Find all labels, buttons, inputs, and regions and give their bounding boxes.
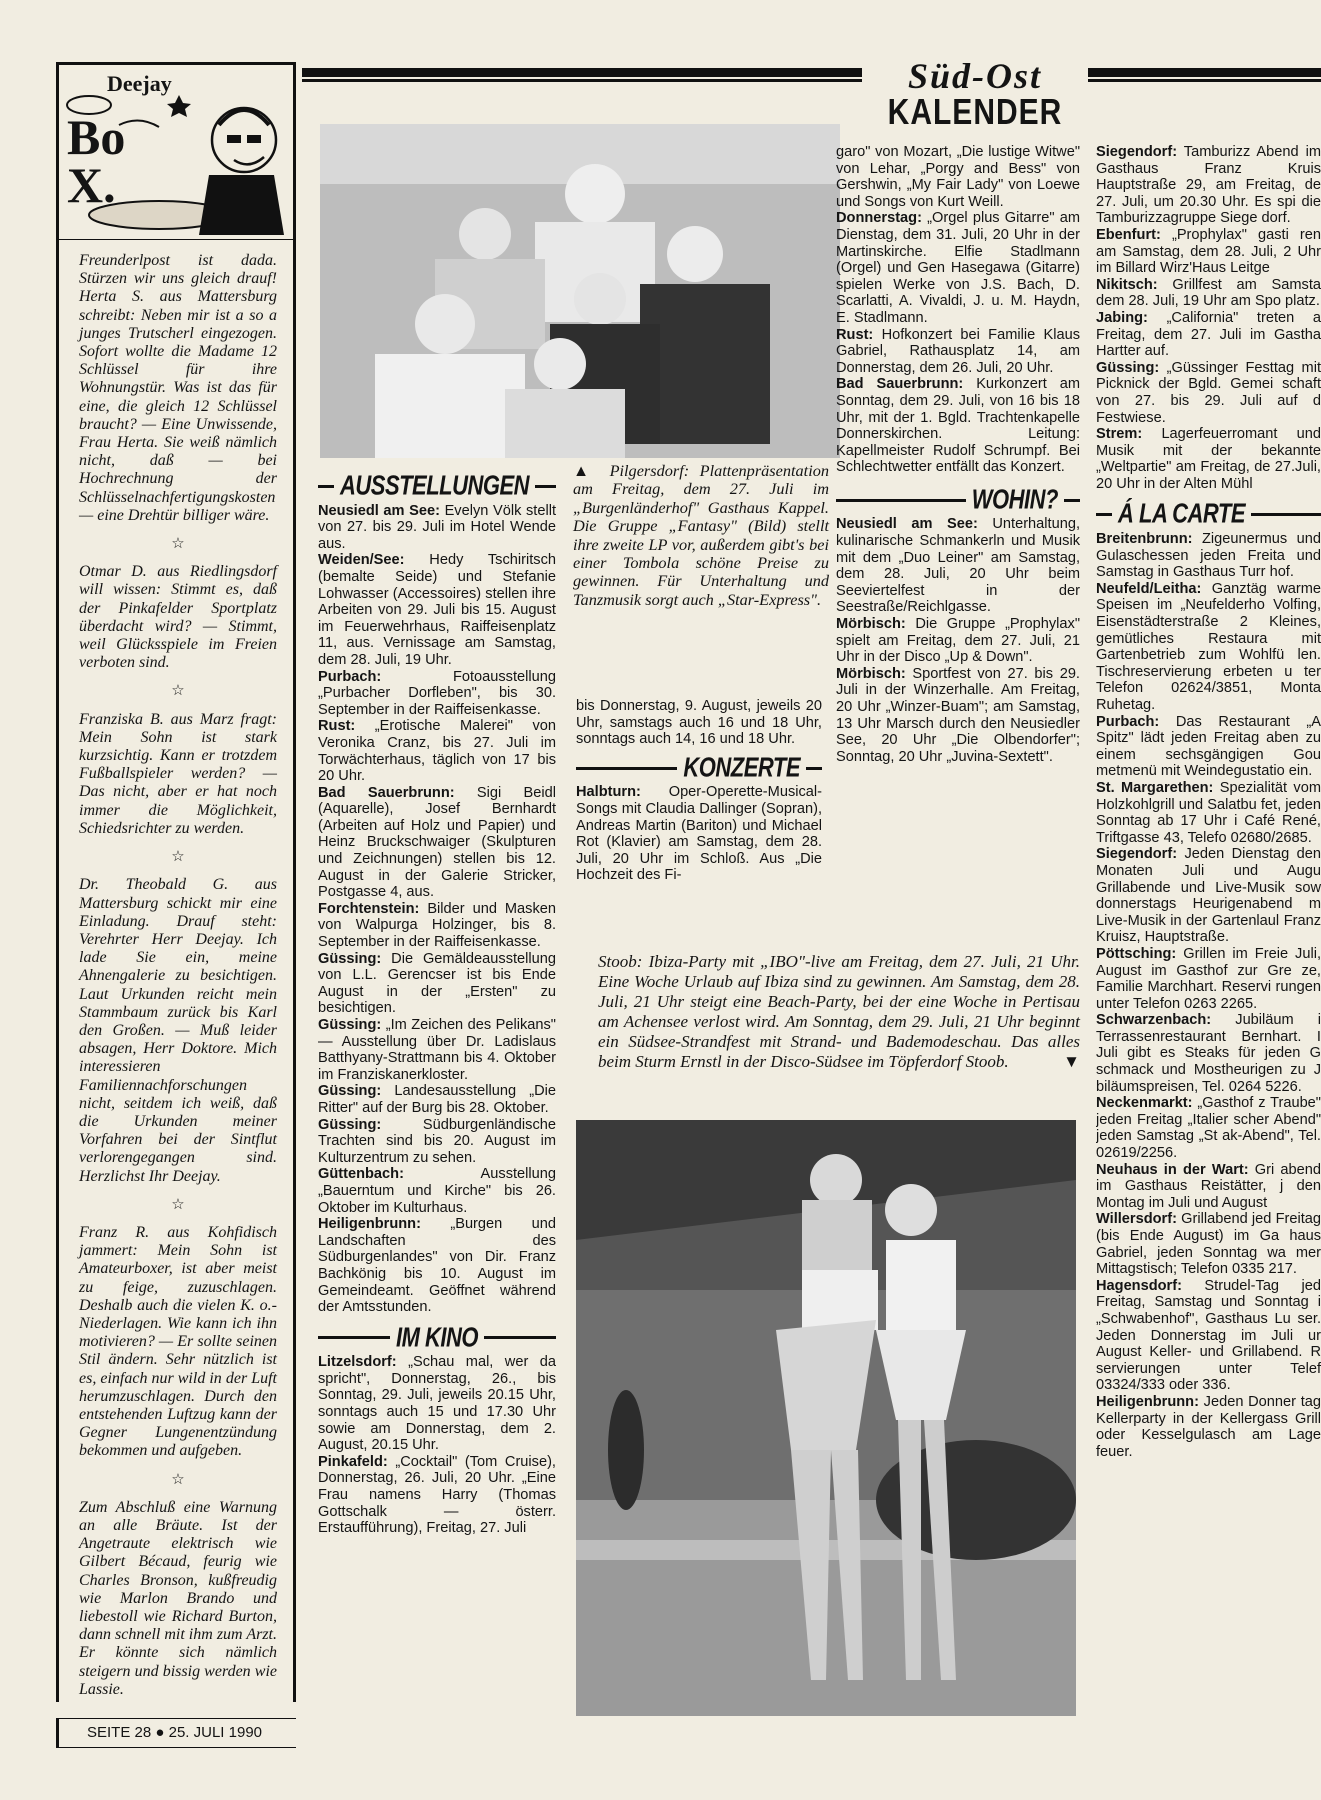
continuation-text: bis Donnerstag, 9. August, jeweils 20 Uhr, samstags auch 16 und 18 Uhr, sonntags auch 14, 16 und 18 Uhr. bbox=[576, 698, 822, 748]
list-item bbox=[318, 951, 556, 1017]
top-rule-left bbox=[302, 68, 862, 82]
star-separator-icon: ☆ bbox=[171, 849, 185, 866]
list-item bbox=[1096, 1211, 1321, 1277]
item-place: Rust: bbox=[318, 718, 356, 735]
masthead-line1: Süd-Ost bbox=[907, 56, 1043, 96]
list-item bbox=[1096, 1095, 1321, 1161]
item-place: Donnerstag: bbox=[836, 210, 922, 227]
deejay-box bbox=[56, 62, 296, 1702]
item-text: Die Gemäldeausstellung von L.L. Gerencser ist bis Ende August in der „Ersten" zu besichtigen. bbox=[318, 950, 556, 1017]
masthead bbox=[862, 56, 1088, 142]
masthead-line2: KALENDER bbox=[887, 92, 1063, 133]
list-item bbox=[576, 784, 822, 884]
item-text: Evelyn Völk stellt von 27. bis 29. Juli im Hotel Wende aus. bbox=[318, 502, 556, 552]
list-item bbox=[1096, 1162, 1321, 1212]
item-place: Neckenmarkt: bbox=[1096, 1095, 1193, 1112]
list-item bbox=[318, 718, 556, 784]
item-place: Siegendorf: bbox=[1096, 144, 1178, 160]
down-arrow-icon: ▼ bbox=[1063, 1052, 1080, 1071]
item-place: Purbach: bbox=[318, 668, 382, 685]
item-text: Fotoausstellung „Purbacher Dorfleben", bis 30. September in der Raiffeisenkasse. bbox=[318, 668, 556, 718]
list-item bbox=[318, 785, 556, 901]
star-separator-icon: ☆ bbox=[171, 536, 185, 553]
list-item bbox=[318, 1216, 556, 1316]
column-right bbox=[1096, 144, 1321, 1460]
deejay-logo bbox=[59, 65, 293, 240]
item-text: Die Gruppe „Prophylax" spielt am Freitag, dem 27. Juli, 21 Uhr in der Disco „Up & Down". bbox=[836, 616, 1080, 666]
item-text: Kurkonzert am Sonntag, dem 29. Juli, von 16 bis 18 Uhr, mit der 1. Bgld. Trachtenkapelle Donnerskirchen. Leitung: Kapellmeister Rudolf Schrumpf. Bei Schlechtwetter entfällt das Konzert. bbox=[836, 376, 1080, 476]
star-separator-icon: ☆ bbox=[171, 1196, 185, 1213]
deejay-letter: Franziska B. aus Marz fragt: Mein Sohn ist stark kurzsichtig. Kann er trotzdem Fußballspieler werden? — Das nicht, aber er hat noch immer die Möglichkeit, Schiedsrichter zu werden. bbox=[79, 710, 277, 837]
list-item bbox=[1096, 946, 1321, 1012]
item-text: Bilder und Masken von Walpurga Holzinger, bis 8. September in der Raiffeisenkasse. bbox=[318, 900, 556, 951]
list-item bbox=[318, 1017, 556, 1083]
item-text: Grillfest am Samsta dem 28. Juli, 19 Uhr am Spo platz. bbox=[1096, 276, 1321, 310]
band-photo-image bbox=[320, 124, 840, 458]
deejay-letter: Otmar D. aus Riedlingsdorf will wissen: Stimmt es, daß der Pinkafelder Sportplatz überdacht wird? — Stimmt, weil Glücksspiele im Freien verboten sind. bbox=[79, 563, 277, 672]
item-text: „Prophylax" gasti ren am Samstag, dem 28. Juli, 2 Uhr im Billard Wirz'Haus Leitge bbox=[1096, 226, 1321, 277]
deejay-letters bbox=[59, 240, 293, 1699]
ausstellungen-list bbox=[318, 503, 556, 1316]
item-text: Jeden Donner tag Kellerparty in der Kellergass Grill oder Kesselgulasch am Lage feuer. bbox=[1096, 1393, 1321, 1460]
stoob-announcement bbox=[598, 952, 1080, 1072]
list-item bbox=[836, 616, 1080, 666]
top-rule-right bbox=[1088, 68, 1321, 82]
item-place: Pinkafeld: bbox=[318, 1453, 388, 1470]
item-place: Mörbisch: bbox=[836, 616, 906, 633]
deejay-letter: Zum Abschluß eine Warnung an alle Bräute. Ist der Angetraute elektrisch wie Gilbert Bécaud, feurig wie Charles Bronson, kußfreudig wie Marlon Brando und liebestoll wie Richard Burton, dann schnell mit ihm zum Arzt. Er könnte sich nämlich steigern und bissig werden wie Lassie. bbox=[79, 1498, 277, 1698]
item-place: Weiden/See: bbox=[318, 552, 405, 569]
wohin-list bbox=[836, 516, 1080, 765]
item-text: „Cocktail" (Tom Cruise), Donnerstag, 26. Juli, 20 Uhr. „Eine Frau namens Harry (Thomas Gottschalk — österr. Erstaufführung), Freitag, 27. Juli bbox=[318, 1453, 556, 1537]
caption-up-arrow-icon: ▲ bbox=[573, 461, 596, 480]
item-place: Forchtenstein: bbox=[318, 900, 420, 917]
list-item bbox=[318, 1454, 556, 1537]
item-text: Grillabend jed Freitag (bis Ende August) im Ga haus Gabriel, jeden Sonntag wa mer Mittagstisch; Telefon 0335 217. bbox=[1096, 1211, 1321, 1278]
list-item bbox=[318, 669, 556, 719]
list-item bbox=[836, 666, 1080, 766]
item-text: Das Restaurant „A Spitz" lädt jeden Freitag aben zu einem sechsgängigen Gou metmenü mit Weindegustatio ein. bbox=[1096, 713, 1321, 780]
caption-text: Pilgersdorf: Plattenpräsentation am Freitag, dem 27. Juli im „Burgenländerhof" Gasthaus Kappel. Die Gruppe „Fantasy" (Bild) stellt ihre zweite LP vor, außerdem gibt's bei einer Tombola schöne Preise zu gewinnen. Für Unterhaltung und Tanzmusik sorgt auch „Star-Express". bbox=[573, 461, 829, 609]
list-item bbox=[318, 552, 556, 668]
section-header-kino bbox=[318, 1321, 556, 1353]
item-text: Ausstellung „Bauerntum und Kirche" bis 26. Oktober im Kulturhaus. bbox=[318, 1166, 556, 1216]
item-place: Jabing: bbox=[1096, 309, 1148, 326]
list-item bbox=[1096, 1278, 1321, 1394]
list-item bbox=[318, 1166, 556, 1216]
list-item bbox=[1096, 581, 1321, 714]
list-item bbox=[836, 327, 1080, 377]
item-place: Güttenbach: bbox=[318, 1166, 404, 1183]
page-number: SEITE 28 bbox=[87, 1724, 152, 1741]
item-place: Ebenfurt: bbox=[1096, 226, 1161, 243]
column-wohin bbox=[836, 144, 1080, 765]
item-text: Lagerfeuerromant und Musik mit der bekannte „Weltpartie" am Freitag, de 27.Juli, 20 Uhr in der Alten Mühl bbox=[1096, 426, 1321, 492]
item-place: Schwarzenbach: bbox=[1096, 1012, 1212, 1029]
item-place: Neusiedl am See: bbox=[836, 516, 978, 533]
band-photo bbox=[320, 124, 840, 458]
item-place: Güssing: bbox=[1096, 359, 1160, 376]
item-text: Oper-Operette-Musical-Songs mit Claudia Dallinger (Sopran), Andreas Martin (Bariton) und Michael Rot (Klavier) am Samstag, dem 28. Juli, 20 Uhr im Schloß. Aus „Die Hochzeit des Fi- bbox=[576, 784, 822, 884]
section-header-wohin bbox=[836, 483, 1080, 515]
fashion-show-photo bbox=[576, 1120, 1076, 1716]
list-item bbox=[836, 210, 1080, 326]
list-item bbox=[1096, 310, 1321, 360]
item-text: Gri abend im Gasthaus Reistätter, j den Montag im Juli und August bbox=[1096, 1161, 1321, 1211]
item-place: Mörbisch: bbox=[836, 665, 906, 682]
item-text: „Im Zeichen des Pelikans" — Ausstellung über Dr. Ladislaus Batthyany-Strattmann bis 4. Oktober im Franziskanerkloster. bbox=[318, 1017, 556, 1083]
section-header-konzerte bbox=[576, 751, 822, 783]
alacarte-list bbox=[1096, 531, 1321, 1460]
list-item bbox=[1096, 360, 1321, 426]
fashion-show-image bbox=[576, 1120, 1076, 1716]
item-place: Hagensdorf: bbox=[1096, 1277, 1182, 1294]
list-item bbox=[318, 1083, 556, 1116]
list-item bbox=[318, 1354, 556, 1454]
right-top-list bbox=[1096, 144, 1321, 492]
bullet-icon: ● bbox=[155, 1724, 165, 1741]
item-text: Tamburizz Abend im Gasthaus Franz Kruis Hauptstraße 29, am Freitag, de 27. Juli, um 20.30 Uhr. Es spi die Tamburizzagruppe Siege dorf. bbox=[1096, 144, 1321, 227]
deejay-letter: Freunderlpost ist dada. Stürzen wir uns gleich drauf! Herta S. aus Mattersburg schreibt: Neben mir ist a so a junges Trutscherl eingezogen. Sofort wollte die Madame 12 Schlüssel für ihre Wohnungstür. Was ist das für eine, die gleich 12 Schlüssel braucht? — Eine Unwissende, Frau Herta. Sie weiß nämlich nicht, daß — bei Hochrechnung der Schlüsselnachfertigungskosten — eine Drehtür billiger wäre. bbox=[79, 252, 277, 524]
item-place: St. Margarethen: bbox=[1096, 779, 1214, 796]
list-item bbox=[1096, 531, 1321, 581]
list-item bbox=[1096, 1394, 1321, 1460]
list-item bbox=[1096, 846, 1321, 946]
page-footer bbox=[56, 1718, 296, 1748]
section-title: KONZERTE bbox=[683, 751, 800, 783]
list-item bbox=[836, 516, 1080, 616]
item-text: „Gasthof z Traube" jeden Freitag „Italier scher Abend" jeden Samstag „St ak-Abend", Tel. 02619/2256. bbox=[1096, 1095, 1321, 1162]
list-item bbox=[1096, 1012, 1321, 1095]
item-place: Güssing: bbox=[318, 1083, 382, 1100]
item-text: Unterhaltung, kulinarische Schmankerln und Musik mit dem „Duo Leiner" am Samstag, dem 28. Juli, 20 Uhr beim Seeviertelfest in der Seestraße/Reichlgasse. bbox=[836, 516, 1080, 616]
list-item bbox=[318, 1117, 556, 1167]
item-place: Güssing: bbox=[318, 950, 382, 967]
item-place: Rust: bbox=[836, 326, 874, 343]
konzerte-list bbox=[576, 784, 822, 884]
item-text: Landesausstellung „Die Ritter" auf der Burg bis 28. Oktober. bbox=[318, 1083, 556, 1116]
item-text: Hofkonzert bei Familie Klaus Gabriel, Rathausplatz 14, am Donnerstag, dem 26. Juli, 20 Uhr. bbox=[836, 326, 1080, 376]
item-place: Siegendorf: bbox=[1096, 846, 1178, 863]
list-item bbox=[1096, 144, 1321, 227]
item-text: Südburgenländische Trachten sind bis 20. August im Kulturzentrum zu sehen. bbox=[318, 1116, 556, 1166]
section-title: WOHIN? bbox=[971, 483, 1058, 515]
star-separator-icon: ☆ bbox=[171, 1471, 185, 1488]
item-text: Sportfest von 27. bis 29. Juli in der Winzerhalle. Am Freitag, 20 Uhr „Winzer-Buam"; am Samstag, 13 Uhr Marsch durch den Neusiedler See, 20 Uhr „Die Olbendorfer"; Sonntag, 20 Uhr „Juvina-Sextett". bbox=[836, 665, 1080, 765]
item-text: Ganztäg warme Speisen im „Neufelderho Volfing, Eisenstädterstraße 2 Kleines, gemütliches Restaura mit Gartenbetrieb zum Wohlfü len. Tischreservierung erbeten u ter Telefon 02624/3851, Monta Ruhetag. bbox=[1096, 580, 1321, 713]
section-title: IM KINO bbox=[395, 1321, 479, 1353]
item-text: „Burgen und Landschaften des Südburgenlandes" von Dir. Franz Bachkönig bis 10. August im Gemeindeamt. Geöffnet während der Amtsstunden. bbox=[318, 1216, 556, 1316]
star-separator-icon: ☆ bbox=[171, 683, 185, 700]
deejay-letter: Franz R. aus Kohfidisch jammert: Mein Sohn ist Amateurboxer, ist aber meist zu feige, zuzuschlagen. Deshalb auch die vielen K. o.-Niederlagen. Wie kann ich ihn motivieren? — Er sollte seinen Stil ändern. Sehr nützlich ist es, einfach nur wild in der Luft herumzuschlagen. Durch den entstehenden Luftzug kann der Gegner Lungenentzündung bekommen und aufgeben. bbox=[79, 1223, 277, 1460]
stoob-text: Stoob: Ibiza-Party mit „IBO"-live am Freitag, dem 27. Juli, 21 Uhr. Eine Woche Urlaub auf Ibiza sind zu gewinnen. Am Samstag, dem 28. Juli, 21 Uhr steigt eine Beach-Party, bei der eine Woche in Pertisau am Achensee verlost wird. Am Sonntag, dem 29. Juli, 21 Uhr beginnt ein Südsee-Strandfest mit Strand- und Bademodeschau. Das alles beim Sturm Ernstl in der Disco-Südsee im Töpferdorf Stoob. bbox=[598, 952, 1080, 1071]
item-text: Spezialität vom Holzkohlgrill und Salatbu fet, jeden Sonntag ab 17 Uhr i Café René, Triftgasse 43, Telefo 02680/2685. bbox=[1096, 779, 1321, 846]
item-text: Sigi Beidl (Aquarelle), Josef Bernhardt (Arbeiten auf Holz und Papier) und Heinz Bruckschwaiger (Skulpturen und Zeichnungen) stellen bis 12. August in der Galerie Stricker, Postgasse 4, aus. bbox=[318, 784, 556, 901]
item-place: Heiligenbrunn: bbox=[1096, 1393, 1199, 1410]
deejay-letter: Dr. Theobald G. aus Mattersburg schickt mir eine Einladung. Drauf steht: Verehrter Herr Deejay. Ich lade Sie ein, meine Ahnengalerie zu besichtigen. Laut Urkunden reicht mein Stammbaum zurück bis Karl den Großen. — Muß leider absagen, Herr Doktore. Mich interessieren Familiennachforschungen nicht, seitdem ich weiß, daß die Urkunden meiner Vorfahren bei der Sintflut verlorengegangen sind. Herzlichst Ihr Deejay. bbox=[79, 876, 277, 1185]
item-place: Güssing: bbox=[318, 1116, 382, 1133]
item-place: Strem: bbox=[1096, 426, 1143, 443]
item-place: Neufeld/Leitha: bbox=[1096, 580, 1202, 597]
item-text: Hedy Tschiritsch (bemalte Seide) und Stefanie Lohwasser (Accessoires) stellen ihre Arbeiten von 29. Juli bis 15. August im Feuerwehrhaus, Raiffeisenplatz 11, aus. Vernissage am Samstag, dem 28. Juli, 19 Uhr. bbox=[318, 552, 556, 668]
list-item bbox=[836, 376, 1080, 476]
section-title: Á LA CARTE bbox=[1118, 498, 1245, 530]
item-text: „Schau mal, wer da spricht", Donnerstag, 26., bis Sonntag, 29. Juli, jeweils 20.15 Uhr, sonntags auch 15 und 17.30 Uhr sowie am Donnerstag, dem 2. August, 20.15 Uhr. bbox=[318, 1354, 556, 1454]
konzerte-list-cont bbox=[836, 144, 1080, 476]
item-place: Pöttsching: bbox=[1096, 945, 1177, 962]
item-text: Jubiläum i Terrassenrestaurant Bernhart. I Juli gibt es Steaks für jeden G schmack und Mostheurigen zu J biläumspreisen, Tel. 0264 5226. bbox=[1096, 1012, 1321, 1095]
item-place: Neuhaus in der Wart: bbox=[1096, 1161, 1249, 1178]
item-place: Willersdorf: bbox=[1096, 1211, 1177, 1228]
list-item bbox=[318, 901, 556, 951]
deejay-logo-big-text: BoX. bbox=[67, 109, 126, 213]
list-item bbox=[1096, 714, 1321, 780]
list-item bbox=[318, 503, 556, 553]
section-header-alacarte bbox=[1096, 498, 1321, 530]
kino-list bbox=[318, 1354, 556, 1537]
issue-date: 25. JULI 1990 bbox=[168, 1724, 263, 1741]
photo-caption bbox=[573, 462, 829, 609]
item-place: Purbach: bbox=[1096, 713, 1160, 730]
column-ausstellungen bbox=[318, 469, 556, 1537]
section-title: AUSSTELLUNGEN bbox=[340, 469, 530, 501]
item-text: garo" von Mozart, „Die lustige Witwe" von Lehar, „Porgy and Bess" von Gershwin, „My Fair Lady" von Loewe und Songs von Kurt Weill. bbox=[836, 144, 1080, 210]
item-text: „Erotische Malerei" von Veronika Cranz, bis 27. Juli im Torwächterhaus, täglich von 17 bis 20 Uhr. bbox=[318, 718, 556, 785]
deejay-logo-small-text: Deejay bbox=[104, 71, 175, 97]
item-place: Litzelsdorf: bbox=[318, 1354, 397, 1371]
list-item bbox=[1096, 426, 1321, 492]
item-place: Heiligenbrunn: bbox=[318, 1216, 421, 1233]
item-text: „Orgel plus Gitarre" am Dienstag, dem 31. Juli, 20 Uhr in der Martinskirche. Elfie Stadlmann (Orgel) und Gen Hasegawa (Gitarre) spielen Werke von J.S. Bach, D. Scarlatti, A. Vivaldi, J. u. M. Haydn, E. Stadlmann. bbox=[836, 210, 1080, 326]
item-text: Grillen im Freie Juli, August im Gasthof zur Gre ze, Familie Marchhart. Reservi rungen unter Telefon 0263 2265. bbox=[1096, 945, 1321, 1012]
item-text: Zigeunermus und Gulaschessen jeden Freita und Samstag in Gasthaus Turr hof. bbox=[1096, 531, 1321, 581]
item-place: Nikitsch: bbox=[1096, 276, 1158, 293]
item-place: Bad Sauerbrunn: bbox=[318, 784, 455, 801]
list-item bbox=[1096, 227, 1321, 277]
item-place: Neusiedl am See: bbox=[318, 502, 440, 519]
item-place: Bad Sauerbrunn: bbox=[836, 376, 964, 393]
item-place: Halbturn: bbox=[576, 784, 641, 801]
item-text: Strudel-Tag jed Freitag, Samstag und Sonntag i „Schwabenhof", Gasthaus Lu ser. Jeden Donnerstag im Juli ur August Keller- und Grillabend. R servierungen unter Telef 03324/333 oder 336. bbox=[1096, 1277, 1321, 1394]
list-item bbox=[836, 144, 1080, 210]
column-konzerte bbox=[576, 698, 822, 884]
item-place: Güssing: bbox=[318, 1017, 382, 1033]
item-text: „California" treten a Freitag, dem 27. Juli im Gastha Hartter auf. bbox=[1096, 309, 1321, 360]
item-text: „Güssinger Festtag mit Picknick der Bgld. Gemei schaft von 27. bis 29. Juli auf d Festwiese. bbox=[1096, 359, 1321, 426]
item-place: Breitenbrunn: bbox=[1096, 531, 1193, 548]
section-header-ausstellungen bbox=[318, 469, 556, 501]
list-item bbox=[1096, 780, 1321, 846]
item-text: Jeden Dienstag den Monaten Juli und Augu Grillabende und Live-Musik sow donnerstags Heurigenabend m Live-Musik in der Gartenlaul Franz Kruisz, Hauptstraße. bbox=[1096, 846, 1321, 946]
list-item bbox=[1096, 277, 1321, 310]
